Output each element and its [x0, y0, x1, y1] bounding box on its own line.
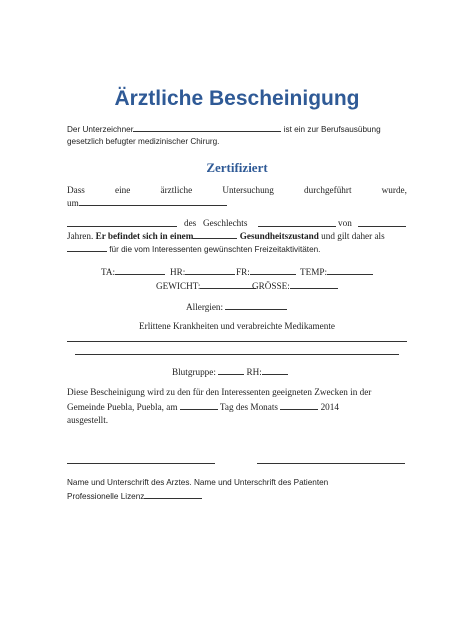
document-subtitle: Zertifiziert — [206, 160, 268, 175]
patient-signature-line[interactable] — [257, 463, 405, 464]
text-gesundheitszustand: Gesundheitszustand — [239, 231, 319, 241]
label-temp: TEMP: — [300, 267, 328, 277]
fr-blank[interactable] — [250, 267, 296, 275]
vital-groesse — [252, 281, 338, 291]
blank-1[interactable] — [67, 219, 177, 227]
intro-line-2: gesetzlich befugter medizinischer Chirurg. — [67, 137, 220, 146]
closing-line-2 — [67, 402, 339, 412]
label-blutgruppe: Blutgruppe: — [172, 367, 216, 377]
doctor-signature-line[interactable] — [67, 463, 215, 464]
allergien-blank[interactable] — [225, 302, 287, 310]
label-des: des — [184, 218, 197, 228]
word-aerztliche: ärztliche — [160, 185, 193, 195]
krankheiten-heading: Erlittene Krankheiten und verabreichte Medikamente — [139, 321, 335, 331]
closing-line-3: ausgestellt. — [67, 415, 109, 425]
text-gilt-daher: und gilt daher als — [321, 231, 385, 241]
para1-line-2 — [67, 198, 227, 208]
label-fr: FR: — [236, 267, 250, 277]
vital-fr — [236, 267, 296, 277]
label-ta: TA: — [101, 267, 116, 277]
fitness-blank[interactable] — [67, 244, 107, 252]
label-allergien: Allergien: — [186, 302, 224, 312]
closing-line-1: Diese Bescheinigung wird zu den für den Interessenten geeigneten Zwecken in der — [67, 387, 372, 397]
allergien-line — [186, 302, 287, 312]
word-wurde: wurde, — [381, 185, 407, 195]
day-blank[interactable] — [180, 402, 218, 410]
label-groesse: GRÖSSE: — [252, 281, 290, 291]
para1-line-5 — [67, 244, 320, 254]
word-durchgefuehrt: durchgeführt — [304, 185, 352, 195]
word-eine: eine — [115, 185, 131, 195]
label-hr: HR: — [170, 267, 186, 277]
closing-year: 2014 — [320, 402, 339, 412]
text-freizeit: für die vom Interessenten gewünschten Freizeitaktivitäten. — [109, 245, 321, 254]
blutgruppe-blank[interactable] — [218, 367, 244, 375]
label-jahren: Jahren. — [67, 231, 94, 241]
para1-line-3 — [67, 219, 177, 229]
label-um: um — [67, 198, 79, 208]
word-untersuchung: Untersuchung — [222, 185, 274, 195]
sex-blank[interactable] — [258, 219, 336, 227]
closing-place: Gemeinde Puebla, Puebla, am — [67, 402, 178, 412]
intro-signer-text: ist ein zur Berufsausübung — [283, 125, 381, 134]
vital-hr — [170, 267, 235, 277]
signature-caption: Name und Unterschrift des Arztes. Name und Unterschrift des Patienten — [67, 478, 329, 487]
label-license: Professionelle Lizenz — [67, 492, 145, 501]
intro-line-1 — [67, 124, 381, 134]
vital-ta — [101, 267, 165, 277]
label-geschlechts: Geschlechts — [203, 218, 248, 228]
intro-signer-label: Der Unterzeichner — [67, 125, 134, 134]
closing-tag-des-monats: Tag des Monats — [219, 402, 278, 412]
gewicht-blank[interactable] — [200, 281, 256, 289]
patient-name-blank[interactable] — [79, 198, 227, 206]
sex-blank-wrap — [258, 219, 336, 229]
vital-temp — [300, 267, 373, 277]
vital-gewicht — [156, 281, 256, 291]
label-gewicht: GEWICHT: — [156, 281, 201, 291]
para1-line-4 — [67, 231, 385, 241]
word-dass: Dass — [67, 185, 85, 195]
month-blank[interactable] — [280, 402, 318, 410]
temp-blank[interactable] — [327, 267, 373, 275]
label-von: von — [338, 218, 352, 228]
krankheiten-line-1[interactable] — [67, 341, 407, 342]
license-blank[interactable] — [144, 491, 202, 499]
document-title: Ärztliche Bescheinigung — [114, 87, 360, 110]
para1-line-1 — [67, 186, 407, 195]
age-blank[interactable] — [358, 219, 406, 227]
groesse-blank[interactable] — [290, 281, 338, 289]
signer-name-blank[interactable] — [133, 124, 281, 132]
hr-blank[interactable] — [185, 267, 235, 275]
rh-blank[interactable] — [262, 367, 288, 375]
blutgruppe-line — [172, 367, 288, 377]
text-befindet: Er befindet sich in einem — [95, 231, 194, 241]
krankheiten-line-2[interactable] — [75, 354, 399, 355]
license-line — [67, 491, 202, 501]
condition-blank[interactable] — [193, 231, 237, 239]
ta-blank[interactable] — [115, 267, 165, 275]
label-rh: RH: — [246, 367, 262, 377]
age-blank-wrap — [358, 219, 406, 229]
